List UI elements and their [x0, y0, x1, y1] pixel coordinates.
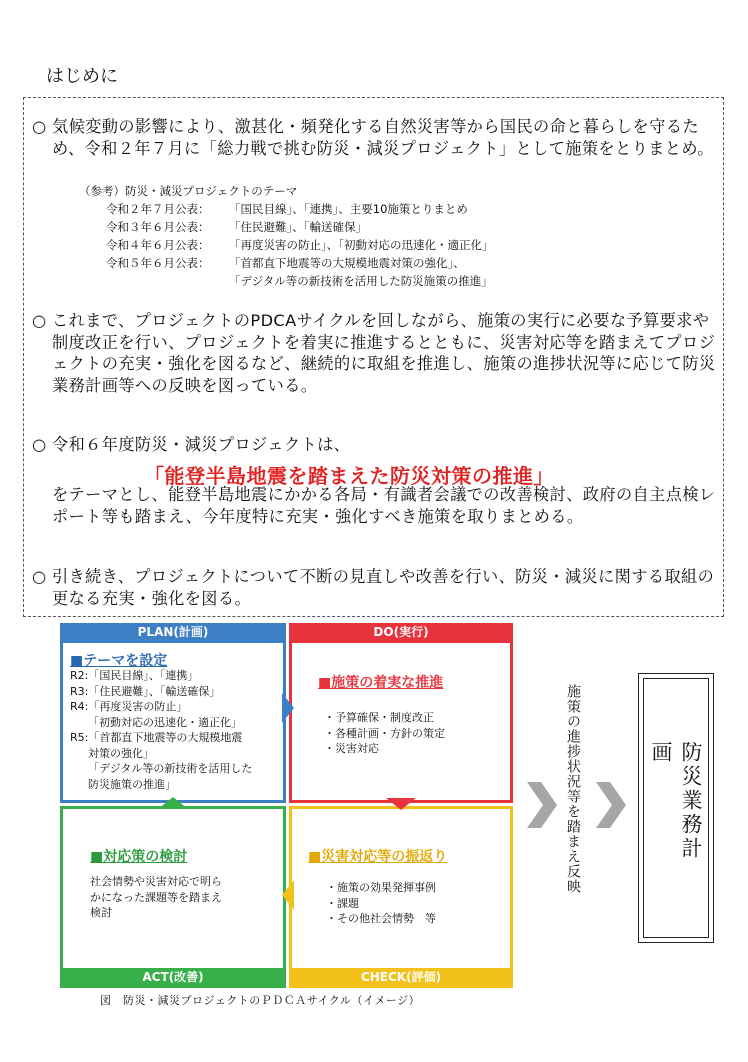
paragraph-text: 気候変動の影響により、激甚化・頻発化する自然災害等から国民の命と暮らしを守るため、令和２年７月に「総力戦で挑む防災・減災プロジェクト」として施策をとりまとめ。 — [52, 117, 714, 158]
paragraph-text: をテーマとし、能登半島地震にかかる各局・有識者会議での改善検討、政府の自主点検レポート等も踏まえ、今年度特に充実・強化すべき施策を取りまとめる。 — [52, 485, 716, 526]
check-title: ■災害対応等の振返り — [308, 849, 448, 865]
reference-heading: （参考）防災・減災プロジェクトのテーマ — [79, 184, 298, 198]
do-title: ■施策の着実な推進 — [318, 675, 444, 691]
check-header: CHECK(評価) — [289, 968, 513, 988]
list-item: R4:「再度災害の防止」 — [70, 700, 188, 713]
disaster-plan-box — [638, 673, 714, 943]
list-item: ・施策の効果発揮事例 — [326, 881, 436, 894]
act-title: ■対応策の検討 — [90, 849, 188, 865]
reference-row: 「デジタル等の新技術を活用した防災施策の推進」 — [229, 274, 493, 288]
intro-paragraph-4 — [32, 566, 722, 609]
chevron-right-icon — [596, 782, 626, 828]
plan-theme-list — [70, 668, 252, 792]
reference-row: 令和４年６月公表： 「再度災害の防止」、「初動対応の迅速化・適正化」 — [106, 238, 494, 252]
act-text — [90, 874, 222, 921]
bullet-circle: ○ — [32, 567, 47, 586]
list-item: R3:「住民避難」、「輸送確保」 — [70, 684, 221, 698]
arrow-down-icon — [386, 798, 416, 810]
intro-paragraph-1 — [32, 116, 722, 159]
plan-header: PLAN(計画) — [60, 623, 286, 643]
page-title: はじめに — [46, 66, 118, 87]
do-item-list — [324, 710, 445, 757]
list-item: 「初動対応の迅速化・適正化」 — [88, 715, 242, 729]
reference-row: 令和３年６月公表： 「住民避難」、「輸送確保」 — [106, 220, 367, 234]
arrow-up-icon — [158, 797, 188, 809]
list-item: ・その他社会情勢 等 — [326, 912, 436, 925]
check-item-list — [326, 880, 436, 927]
plan-title: ■テーマを設定 — [70, 653, 168, 669]
bullet-circle: ○ — [32, 117, 47, 136]
paragraph-text: これまで、プロジェクトのPDCAサイクルを回しながら、施策の実行に必要な予算要求や制度改正を行い、プロジェクトを着実に推進するとともに、災害対応等を踏まえてプロジェクトの充実・強化を図るなど、継続的に取組を推進し、施策の進捗状況等に応じて防災業務計画等への反映を図っている。 — [52, 311, 716, 395]
list-item: 防災施策の推進」 — [88, 777, 176, 791]
figure-caption: 図 防災・減災プロジェクトのＰＤＣＡサイクル（イメージ） — [100, 994, 421, 1007]
bullet-circle: ○ — [32, 435, 47, 454]
arrow-left-icon — [280, 880, 294, 910]
do-header: DO(実行) — [289, 623, 513, 643]
list-item: R2:「国民目線」、「連携」 — [70, 669, 199, 682]
act-header: ACT(改善) — [60, 968, 286, 988]
paragraph-lead: 令和６年度防災・減災プロジェクトは、 — [52, 435, 351, 454]
paragraph-text: 引き続き、プロジェクトについて不断の見直しや改善を行い、防災・減災に関する取組の更なる充実・強化を図る。 — [52, 567, 715, 608]
list-item: ・災害対応 — [324, 742, 379, 755]
text-line: かになった課題等を踏まえ — [90, 890, 222, 904]
reference-row: 令和２年７月公表： 「国民目線」、「連携」、主要10施策とりまとめ — [106, 202, 468, 216]
list-item: ・各種計画・方針の策定 — [324, 726, 445, 740]
intro-paragraph-2 — [32, 310, 722, 396]
highlight-theme: 「能登半島地震を踏まえた防災対策の推進」 — [144, 464, 554, 488]
disaster-plan-label: 防災業務計画 — [649, 741, 703, 861]
chevron-right-icon — [527, 782, 557, 828]
arrow-right-icon — [282, 693, 296, 723]
list-item: 対策の強化」 — [88, 746, 154, 760]
reflection-text: 施策の進捗状況等を踏まえ反映 — [565, 684, 581, 894]
bullet-circle: ○ — [32, 311, 47, 330]
reference-row: 令和５年６月公表： 「首都直下地震等の大規模地震対策の強化」、 — [106, 256, 465, 270]
list-item: 「デジタル等の新技術を活用した — [88, 762, 253, 775]
intro-box — [23, 97, 724, 617]
text-line: 社会情勢や災害対応で明ら — [90, 875, 222, 888]
list-item: R5:「首都直下地震等の大規模地震 — [70, 731, 243, 744]
text-line: 検討 — [90, 906, 112, 919]
list-item: ・予算確保・制度改正 — [324, 711, 434, 724]
list-item: ・課題 — [326, 896, 359, 910]
